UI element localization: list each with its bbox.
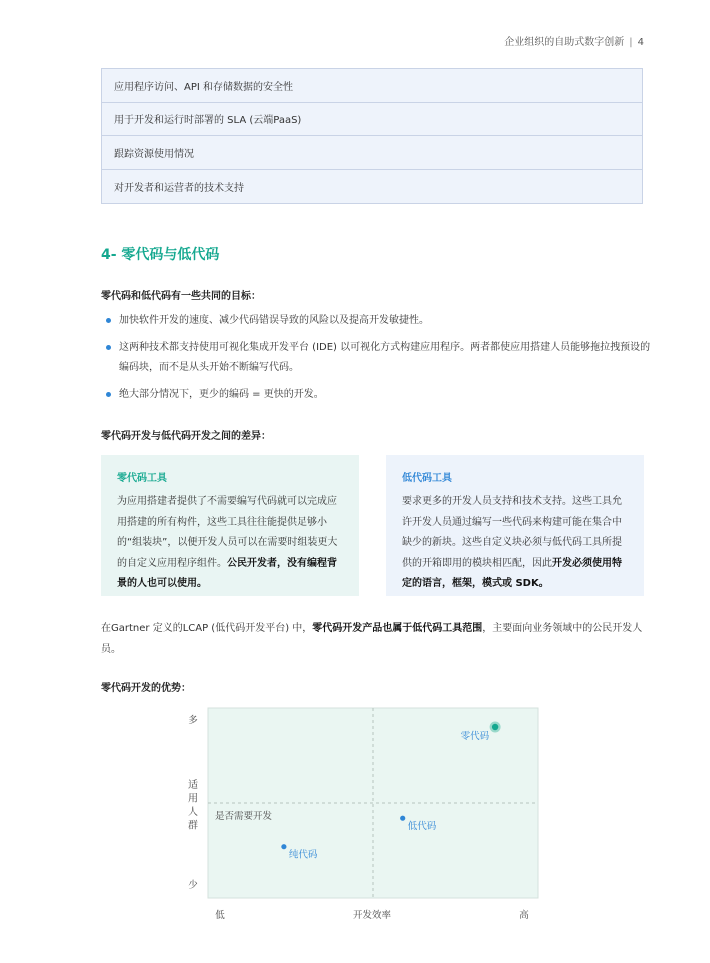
paragraph-bold-text: 零代码开发产品也属于低代码工具范围	[312, 623, 483, 634]
data-point	[281, 844, 286, 849]
table-row: 应用程序访问、API 和存储数据的安全性	[102, 69, 642, 103]
card-title: 低代码工具	[402, 473, 452, 484]
paragraph-text: ，主要面向业务领域中的公民开发人员。	[101, 623, 643, 655]
page-number: 4	[637, 37, 644, 48]
y-axis-label-char: 群	[188, 820, 198, 832]
card-bold-text: 开发必须使用特定的语言，框架，模式或 SDK。	[402, 557, 622, 589]
goals-heading: 零代码和低代码有一些共同的目标：	[101, 291, 261, 302]
y-axis-label-char: 用	[188, 793, 198, 805]
list-item-text: 这两种技术都支持使用可视化集成开发平台 (IDE) 以可视化方式构建应用程序。两者都使应用搭建人员能够拖拉拽预设的编码块，而不是从头开始不断编写代码。	[119, 342, 651, 373]
quadrant-annotation: 是否需要开发	[215, 811, 273, 822]
y-tick-label: 少	[188, 880, 198, 891]
point-label: 纯代码	[288, 849, 318, 861]
card-text: 为应用搭建者提供了不需要编写代码就可以完成应用搭建的所有构件，这些工具往往能提供足够小的“组装块”，以便开发人员可以在需要时组装更大的自定义应用程序组件。	[117, 496, 338, 569]
paragraph-text: 在Gartner 定义的LCAP (低代码开发平台) 中，	[101, 623, 313, 634]
x-tick-label: 低	[215, 910, 225, 921]
point-label: 零代码	[460, 731, 490, 742]
list-item-text: 绝大部分情况下，更少的编码 = 更快的开发。	[119, 389, 324, 400]
table-row: 跟踪资源使用情况	[102, 136, 642, 170]
y-axis-label-char: 人	[188, 807, 198, 818]
table-row: 用于开发和运行时部署的 SLA (云端PaaS)	[102, 103, 642, 137]
section-title: 4- 零代码与低代码	[101, 247, 220, 263]
header-separator: |	[629, 37, 633, 48]
card-title: 零代码工具	[117, 473, 167, 484]
data-point	[492, 724, 498, 730]
point-label: 低代码	[407, 821, 437, 833]
card-text: 要求更多的开发人员支持和技术支持。这些工具允许开发人员通过编写一些代码来构建可能在集合中缺少的新块。这些自定义块必须与低代码工具所提供的开箱即用的模块相匹配，因此	[402, 496, 622, 569]
header-title: 企业组织的自助式数字创新	[504, 37, 625, 48]
x-tick-label: 高	[519, 910, 529, 921]
differences-heading: 零代码开发与低代码开发之间的差异：	[101, 431, 271, 442]
card-bold-text: 公民开发者，没有编程背景的人也可以使用。	[117, 557, 337, 589]
advantages-heading: 零代码开发的优势：	[101, 683, 191, 694]
table-row: 对开发者和运营者的技术支持	[102, 170, 642, 204]
list-item-text: 加快软件开发的速度、减少代码错误导致的风险以及提高开发敏捷性。	[119, 315, 429, 326]
y-tick-label: 多	[188, 715, 198, 726]
data-point	[400, 816, 405, 821]
y-axis-label-char: 适	[188, 780, 198, 791]
y-axis-label	[188, 779, 198, 832]
x-axis-label: 开发效率	[352, 910, 392, 921]
